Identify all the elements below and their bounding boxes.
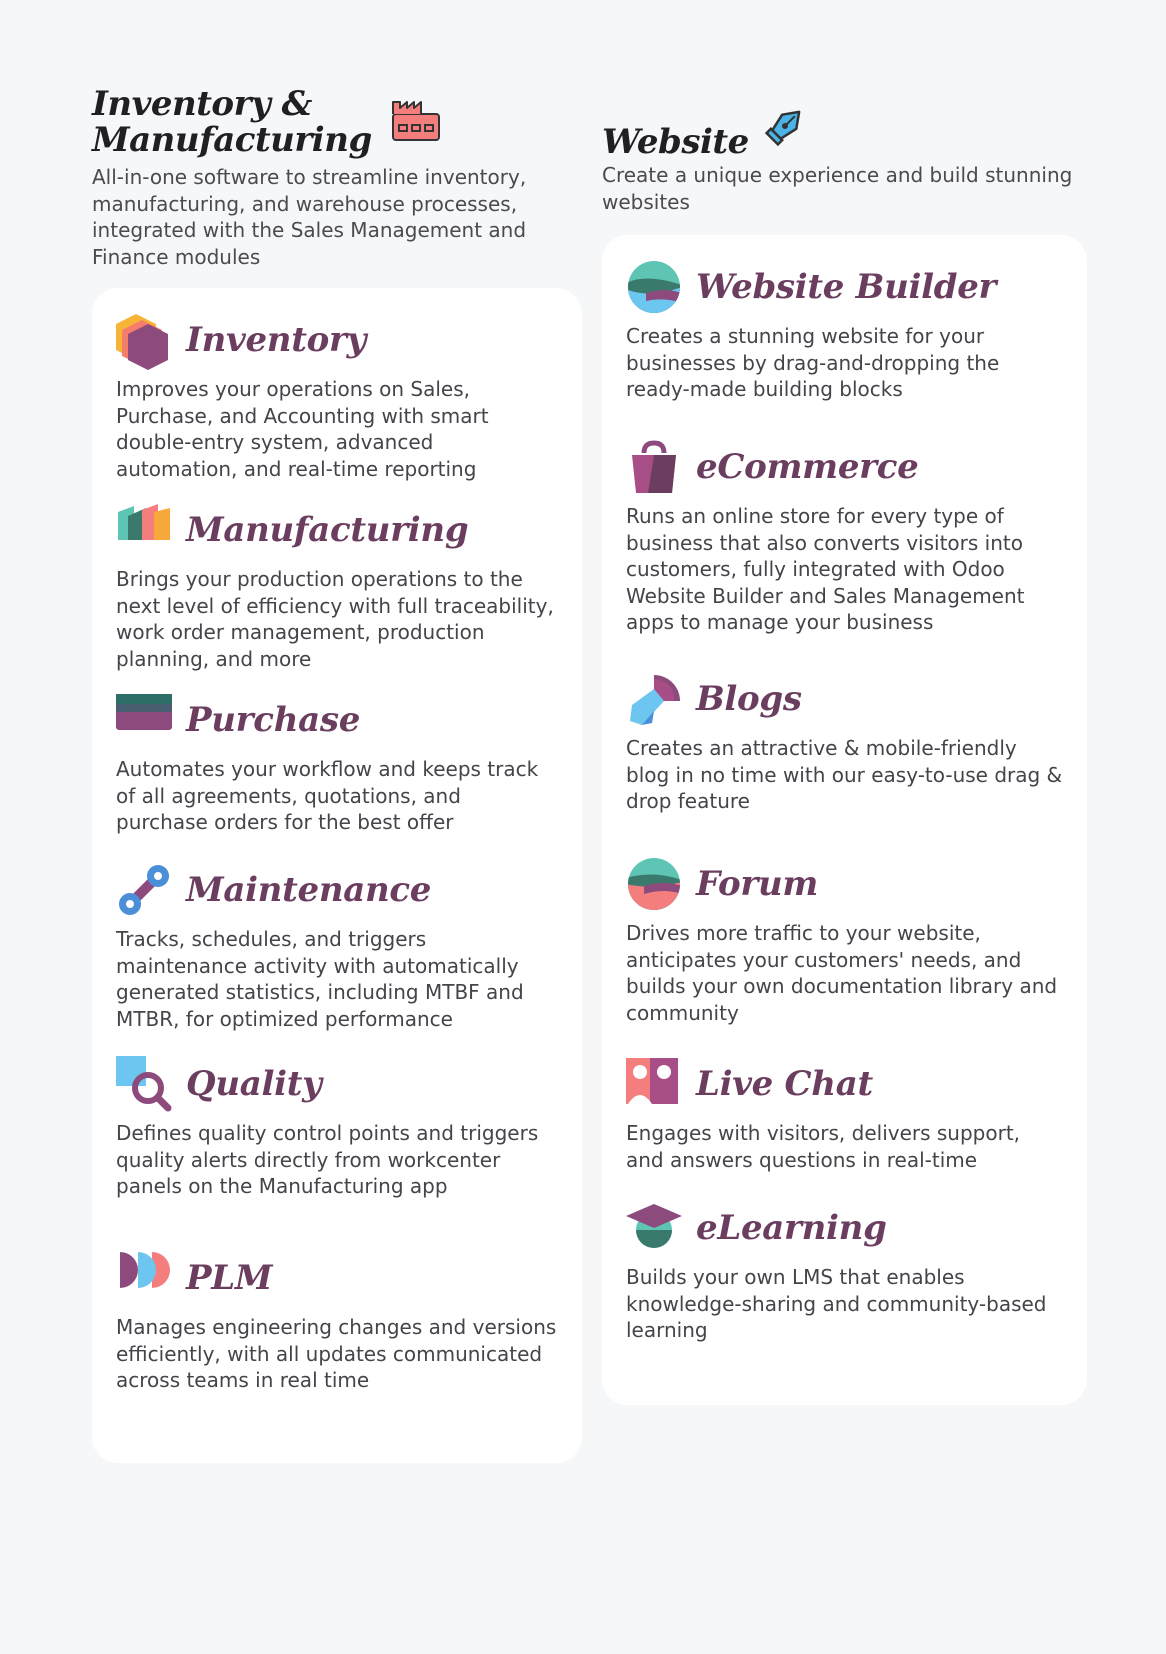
website-globe-icon bbox=[626, 259, 682, 315]
app-description: Creates an attractive & mobile-friendly blog in no time with our easy-to-use drag & drop feature bbox=[626, 736, 1063, 813]
app-description: Creates a stunning website for your businesses by drag-and-dropping the ready-made building blocks bbox=[626, 324, 1000, 401]
pen-nib-icon bbox=[763, 104, 807, 152]
app-ecommerce[interactable] bbox=[626, 437, 1063, 669]
inventory-section-header bbox=[92, 86, 582, 158]
app-quality[interactable] bbox=[116, 1054, 558, 1248]
website-apps-card bbox=[602, 235, 1087, 1405]
website-section-header bbox=[602, 110, 1087, 160]
app-title: Blogs bbox=[696, 679, 802, 719]
app-plm[interactable] bbox=[116, 1248, 558, 1418]
app-description: Tracks, schedules, and triggers maintenance activity with automatically generated statistics, including MTBF and MTBR, for optimized performance bbox=[116, 927, 524, 1031]
app-title: Purchase bbox=[186, 700, 361, 740]
app-title: Quality bbox=[186, 1064, 322, 1104]
app-title: eLearning bbox=[696, 1208, 887, 1248]
app-live-chat[interactable] bbox=[626, 1054, 1063, 1198]
manufacturing-bars-icon bbox=[116, 502, 172, 558]
app-title: Website Builder bbox=[696, 267, 997, 307]
app-description: Manages engineering changes and versions efficiently, with all updates communicated across teams in real time bbox=[116, 1315, 557, 1392]
inventory-apps-card bbox=[92, 288, 582, 1463]
app-title: Maintenance bbox=[186, 870, 432, 910]
app-description: Engages with visitors, delivers support, and answers questions in real-time bbox=[626, 1121, 1021, 1172]
section-title-line1: Inventory & bbox=[92, 84, 312, 124]
section-title: Website bbox=[602, 122, 749, 162]
app-description: Builds your own LMS that enables knowledge-sharing and community-based learning bbox=[626, 1265, 1047, 1342]
plm-circles-icon bbox=[116, 1250, 172, 1306]
maintenance-wrench-icon bbox=[116, 862, 172, 918]
section-description: All-in-one software to streamline inventory, manufacturing, and warehouse processes, integrated with the Sales Management and Finance modules bbox=[92, 165, 527, 269]
section-description: Create a unique experience and build stunning websites bbox=[602, 163, 1073, 214]
app-title: PLM bbox=[186, 1258, 273, 1298]
app-title: Live Chat bbox=[696, 1064, 873, 1104]
app-inventory[interactable] bbox=[116, 310, 558, 500]
inventory-hexagon-icon bbox=[116, 312, 172, 368]
app-title: Forum bbox=[696, 864, 819, 904]
app-description: Drives more traffic to your website, anticipates your customers' needs, and builds your own documentation library and community bbox=[626, 921, 1058, 1025]
app-forum[interactable] bbox=[626, 854, 1063, 1054]
app-blogs[interactable] bbox=[626, 669, 1063, 854]
app-purchase[interactable] bbox=[116, 690, 558, 860]
inventory-manufacturing-column bbox=[92, 86, 582, 1463]
section-title-line2: Manufacturing bbox=[92, 120, 372, 160]
app-title: Manufacturing bbox=[186, 510, 469, 550]
app-website-builder[interactable] bbox=[626, 257, 1063, 437]
live-chat-people-icon bbox=[626, 1056, 682, 1112]
website-column bbox=[602, 110, 1087, 1405]
app-description: Improves your operations on Sales, Purchase, and Accounting with smart double-entry system, advanced automation, and real-time reporting bbox=[116, 377, 489, 481]
quality-magnifier-icon bbox=[116, 1056, 172, 1112]
app-manufacturing[interactable] bbox=[116, 500, 558, 690]
graduation-cap-icon bbox=[626, 1200, 682, 1256]
blog-quill-icon bbox=[626, 671, 682, 727]
app-description: Brings your production operations to the next level of efficiency with full traceability, work order management, production planning, and more bbox=[116, 567, 554, 671]
app-maintenance[interactable] bbox=[116, 860, 558, 1054]
purchase-card-icon bbox=[116, 692, 172, 748]
shopping-bag-icon bbox=[626, 439, 682, 495]
app-title: Inventory bbox=[186, 320, 367, 360]
app-description: Defines quality control points and triggers quality alerts directly from workcenter panels on the Manufacturing app bbox=[116, 1121, 539, 1198]
app-elearning[interactable] bbox=[626, 1198, 1063, 1348]
factory-icon bbox=[390, 98, 442, 148]
app-description: Runs an online store for every type of business that also converts visitors into customers, fully integrated with Odoo Website Builder and Sales Management apps to manage your business bbox=[626, 504, 1025, 634]
app-description: Automates your workflow and keeps track of all agreements, quotations, and purchase orders for the best offer bbox=[116, 757, 539, 834]
forum-circle-icon bbox=[626, 856, 682, 912]
app-title: eCommerce bbox=[696, 447, 919, 487]
